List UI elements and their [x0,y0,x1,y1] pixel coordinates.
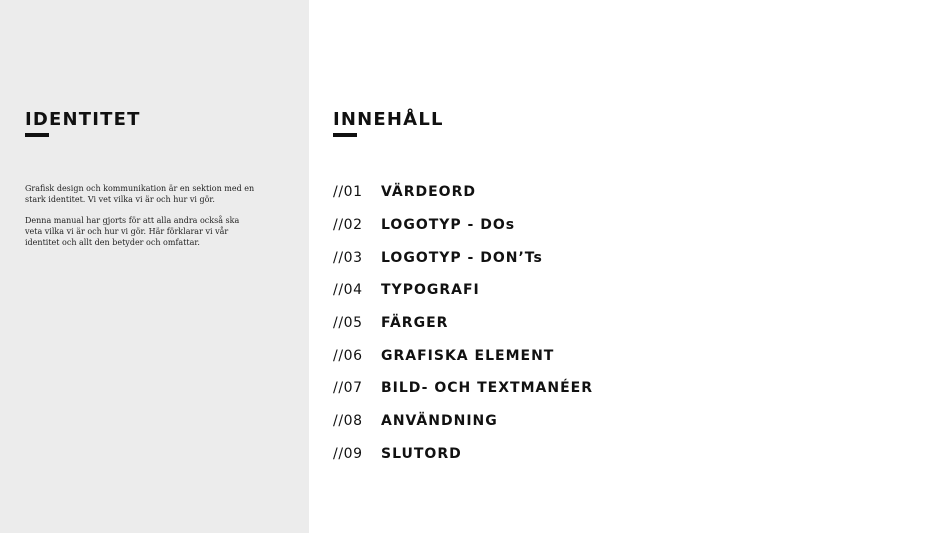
toc-item-farger[interactable] [333,307,593,340]
toc-item-number: //06 [333,347,363,364]
toc-item-title: GRAFISKA ELEMENT [381,347,555,364]
toc-item-title: BILD- OCH TEXTMANÉER [381,380,593,397]
toc-item-number: //05 [333,315,363,332]
toc-item-typografi[interactable] [333,274,593,307]
contents-heading-underline [333,133,357,137]
toc-item-grafiska-element[interactable] [333,339,593,372]
toc-item-bild-och-textmaneer[interactable] [333,372,593,405]
identity-paragraph-1: Grafisk design och kommunikation är en sektion med en stark identitet. Vi vet vilka vi är och hur vi gör. [25,184,255,204]
toc-item-number: //01 [333,184,363,201]
toc-item-title: VÄRDEORD [381,184,476,201]
toc-item-title: LOGOTYP - DON’Ts [381,249,543,266]
identity-heading-underline [25,133,49,137]
toc-item-number: //03 [333,249,363,266]
toc-item-slutord[interactable] [333,438,593,471]
identity-heading: IDENTITET [25,109,141,130]
toc-item-title: SLUTORD [381,445,462,462]
toc-item-number: //08 [333,413,363,430]
toc-item-number: //02 [333,217,363,234]
toc-item-logotyp-donts[interactable] [333,241,593,274]
toc-item-logotyp-dos[interactable] [333,209,593,242]
table-of-contents [333,176,593,470]
contents-heading: INNEHÅLL [333,109,444,130]
identity-paragraph-2: Denna manual har gjorts för att alla andra också ska veta vilka vi är och hur vi gör. Här förklarar vi vår identitet och allt den betyder och omfattar. [25,216,240,247]
toc-item-title: ANVÄNDNING [381,413,498,430]
toc-item-anvandning[interactable] [333,405,593,438]
toc-item-number: //09 [333,445,363,462]
toc-item-number: //04 [333,282,363,299]
toc-item-vardeord[interactable] [333,176,593,209]
toc-item-title: LOGOTYP - DOs [381,217,516,234]
toc-item-number: //07 [333,380,363,397]
toc-item-title: FÄRGER [381,315,449,332]
identity-panel [0,0,309,533]
toc-item-title: TYPOGRAFI [381,282,480,299]
identity-intro [25,183,257,258]
